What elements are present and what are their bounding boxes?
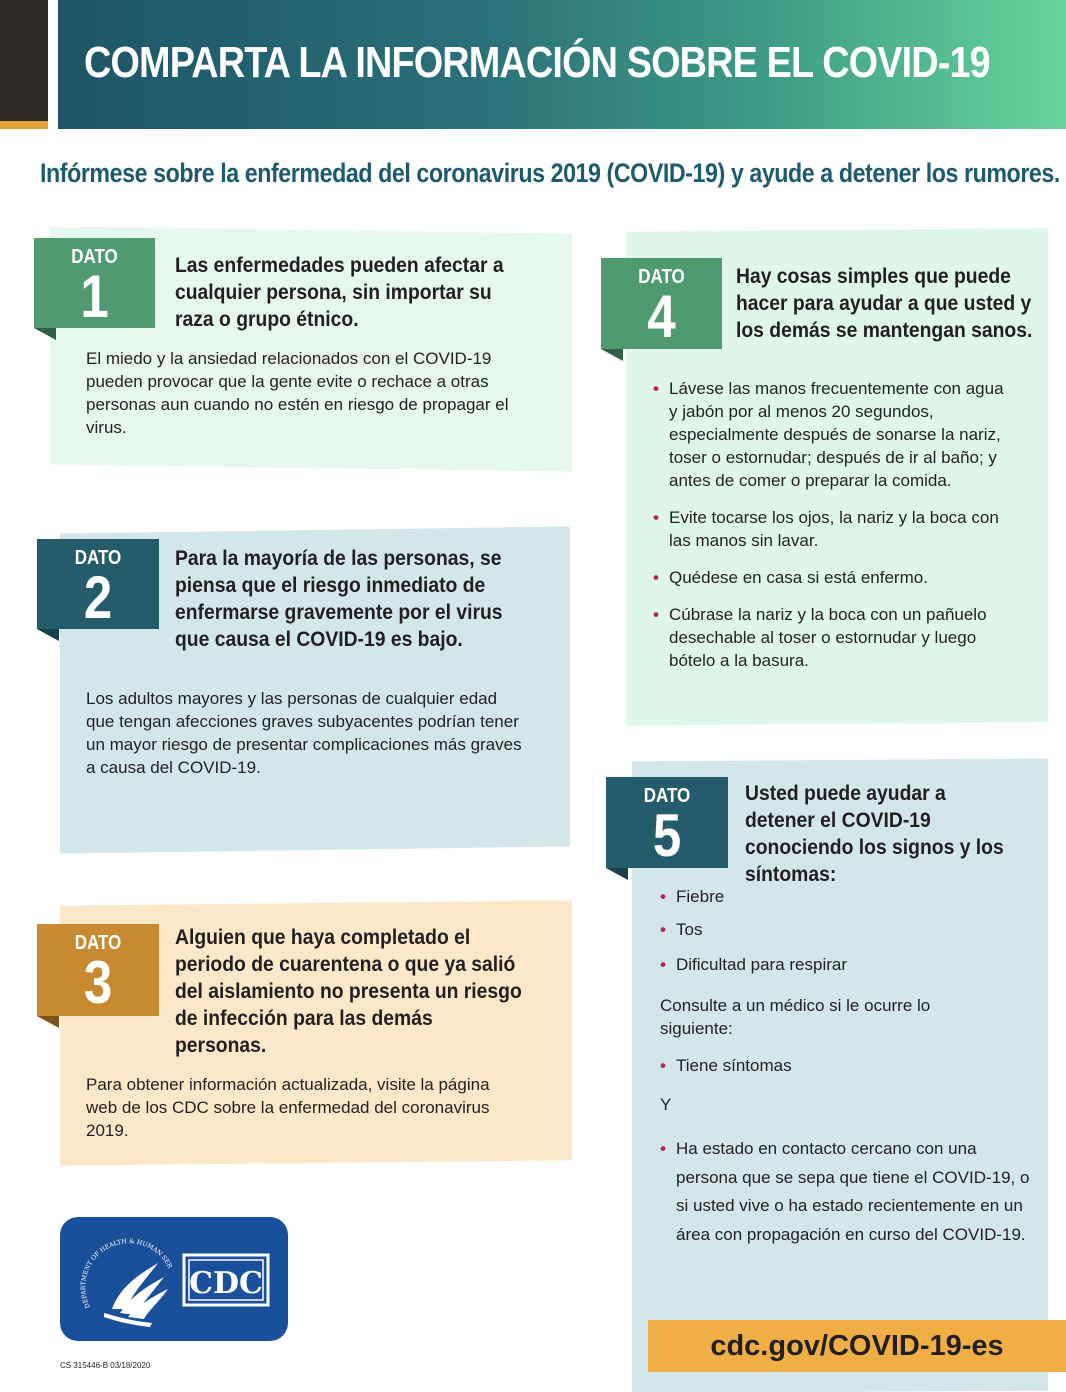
condition-list-2: [660, 1135, 1035, 1263]
fact-3-badge-fold: [37, 1016, 59, 1028]
page-title: COMPARTA LA INFORMACIÓN SOBRE EL COVID-19: [84, 38, 990, 87]
fact-2-badge-label: DATO: [74, 547, 122, 569]
fact-4-heading: Hay cosas simples que puede hacer para ayudar a que usted y los demás se mantengan sanos.: [736, 265, 1033, 342]
fact-4-badge-fold: [601, 349, 623, 361]
conjunction-text: Y: [660, 1095, 672, 1114]
hhs-seal-icon: [60, 1217, 288, 1341]
fact-5-heading: Usted puede ayudar a detener el COVID-19 conociendo los signos y los síntomas:: [745, 782, 1004, 886]
list-item: • Tiene síntomas: [660, 1054, 1020, 1077]
fact-2-body: Los adultos mayores y las personas de cualquier edad que tengan afecciones graves subyacentes podrían tener un mayor riesgo de presentar complicaciones más graves a causa del COVID-19.: [86, 689, 522, 777]
fact-3-badge-label: DATO: [74, 932, 122, 954]
hhs-seal-text: DEPARTMENT OF HEALTH & HUMAN SER: [80, 1238, 174, 1310]
fact-1-number: 1: [80, 263, 109, 330]
fact-5-badge: [606, 777, 728, 868]
fact-2-heading: Para la mayoría de las personas, se piensa que el riesgo inmediato de enfermarse gravemente por el virus que causa el COVID-19 es bajo.: [175, 547, 503, 651]
document-code: CS 315446-B 03/18/2020: [60, 1361, 151, 1370]
fact-2-number: 2: [83, 564, 113, 631]
consult-text: Consulte a un médico si le ocurre lo siguiente:: [660, 996, 931, 1038]
fact-1-badge-label: DATO: [71, 246, 118, 268]
hhs-cdc-logo: [60, 1217, 288, 1341]
symptom-list: [660, 885, 1020, 990]
fact-2-badge-fold: [37, 629, 59, 641]
list-item: • Dificultad para respirar: [660, 953, 1020, 976]
header-accent-line: [0, 121, 48, 129]
fact-4-number: 4: [647, 283, 676, 350]
fact-5-badge-fold: [606, 868, 628, 880]
fact-4-bullet-list: [653, 377, 1008, 686]
list-item: • Tos: [660, 918, 1020, 941]
list-item: • Fiebre: [660, 885, 1020, 908]
fact-3-badge: [37, 924, 159, 1016]
list-item: • Ha estado en contacto cercano con una persona que se sepa que tiene el COVID-19, o si usted vive o ha estado recientemente en un área con propagación en curso del COVID-19.: [660, 1135, 1035, 1249]
fact-1-badge: [34, 238, 155, 328]
list-item: • Quédese en casa si está enfermo.: [653, 566, 1008, 589]
fact-1-heading: Las enfermedades pueden afectar a cualquier persona, sin importar su raza o grupo étnico.: [175, 254, 504, 331]
list-item: • Lávese las manos frecuentemente con agua y jabón por al menos 20 segundos, especialmente después de sonarse la nariz, toser o estornudar; después de ir al baño; y antes de comer o preparar la comida.: [653, 377, 1008, 492]
cdc-url-link[interactable]: cdc.gov/COVID-19-es: [710, 1330, 1004, 1362]
fact-5-number: 5: [652, 802, 682, 869]
fact-3-number: 3: [83, 949, 113, 1016]
fact-3-heading: Alguien que haya completado el periodo de cuarentena o que ya salió del aislamiento no presenta un riesgo de infección para las demás personas.: [175, 926, 522, 1057]
fact-4-badge-label: DATO: [638, 266, 685, 288]
fact-3-body: Para obtener información actualizada, visite la página web de los CDC sobre la enfermedad del coronavirus 2019.: [86, 1075, 490, 1140]
header-dark-block: [0, 0, 48, 121]
list-item: • Cúbrase la nariz y la boca con un pañuelo desechable al toser o estornudar y luego bótelo a la basura.: [653, 603, 1008, 672]
list-item: • Evite tocarse los ojos, la nariz y la boca con las manos sin lavar.: [653, 506, 1008, 552]
fact-1-badge-fold: [34, 328, 56, 340]
fact-5-badge-label: DATO: [643, 785, 691, 807]
fact-2-badge: [37, 539, 159, 629]
cdc-logo-text: CDC: [189, 1266, 263, 1301]
fact-4-badge: [601, 258, 722, 349]
condition-list-1: [660, 1054, 1020, 1091]
fact-1-body: El miedo y la ansiedad relacionados con el COVID-19 pueden provocar que la gente evite o rechace a otras personas aun cuando no estén en riesgo de propagar el virus.: [86, 349, 509, 437]
page-subtitle: Infórmese sobre la enfermedad del coronavirus 2019 (COVID-19) y ayude a detener los rumores.: [40, 158, 1060, 188]
